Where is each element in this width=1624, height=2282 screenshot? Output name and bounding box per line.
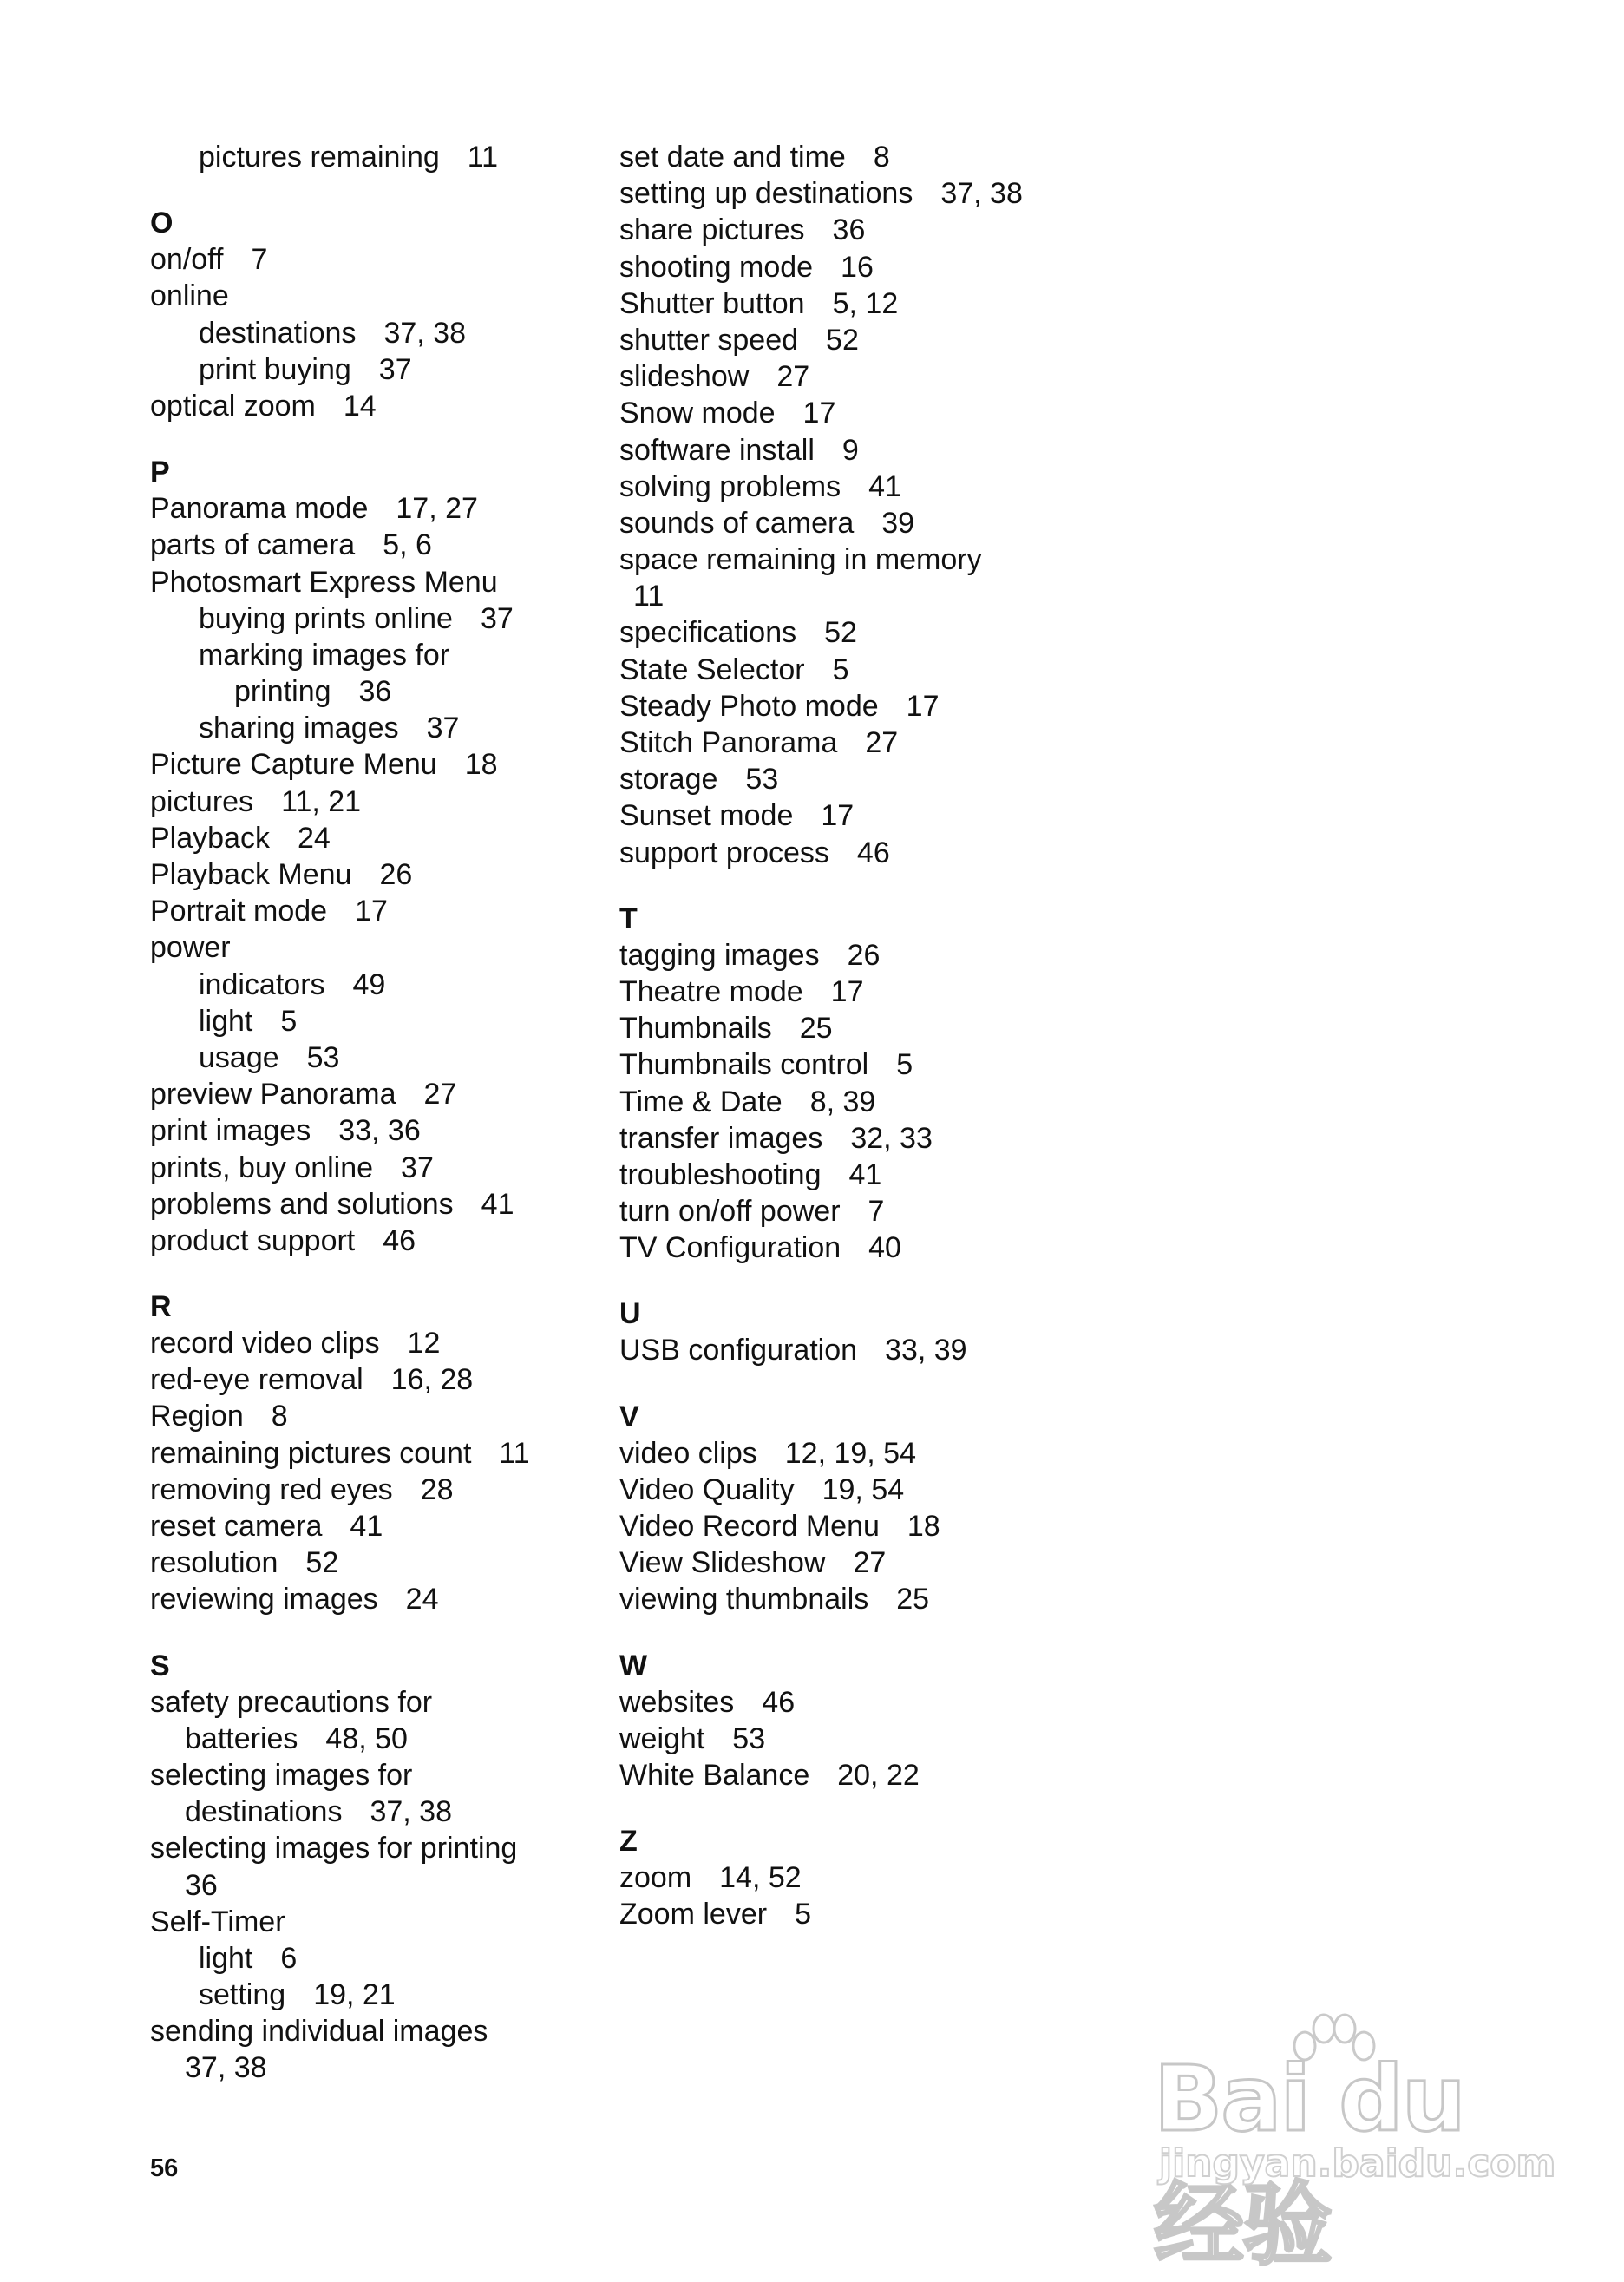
index-page-refs: 5 bbox=[832, 652, 849, 686]
index-entry bbox=[150, 710, 601, 746]
index-page-refs: 41 bbox=[350, 1510, 383, 1543]
index-section-letter: Z bbox=[619, 1825, 638, 1859]
index-term: websites bbox=[619, 1685, 735, 1719]
index-page-refs: 53 bbox=[745, 763, 779, 797]
index-entry bbox=[619, 937, 1157, 974]
index-term: resolution bbox=[150, 1546, 278, 1580]
index-entry bbox=[150, 1830, 601, 1866]
index-entry bbox=[150, 1223, 601, 1259]
index-entry bbox=[150, 527, 601, 563]
index-entry bbox=[150, 1398, 601, 1434]
index-term: support process bbox=[619, 836, 829, 869]
index-page-refs: 32, 33 bbox=[850, 1121, 933, 1155]
index-entry bbox=[619, 175, 1157, 212]
index-term: safety precautions for bbox=[150, 1685, 433, 1719]
index-entry bbox=[150, 1472, 601, 1508]
index-entry bbox=[619, 1721, 1157, 1757]
index-entry bbox=[619, 578, 1157, 614]
index-term: removing red eyes bbox=[150, 1472, 393, 1506]
index-term: Self-Timer bbox=[150, 1905, 285, 1938]
index-entry bbox=[150, 1150, 601, 1186]
index-entry bbox=[619, 322, 1157, 358]
index-term: pictures remaining bbox=[199, 141, 440, 174]
index-page-refs: 14 bbox=[343, 389, 377, 423]
index-term: View Slideshow bbox=[619, 1546, 826, 1580]
index-entry bbox=[619, 1896, 1157, 1932]
index-term: turn on/off power bbox=[619, 1195, 841, 1229]
index-page-refs: 17 bbox=[906, 689, 940, 723]
index-entry bbox=[150, 241, 601, 278]
index-entry bbox=[150, 820, 601, 856]
index-entry bbox=[619, 1435, 1157, 1472]
index-term: zoom bbox=[619, 1861, 692, 1895]
index-entry bbox=[619, 688, 1157, 725]
index-entry bbox=[150, 1076, 601, 1112]
index-page-refs: 16 bbox=[841, 250, 874, 284]
index-term: pictures bbox=[150, 784, 254, 818]
index-entry bbox=[150, 1186, 601, 1223]
index-term: Photosmart Express Menu bbox=[150, 565, 498, 599]
index-term: Time & Date bbox=[619, 1085, 783, 1118]
index-entry bbox=[619, 1157, 1157, 1193]
index-term: Playback Menu bbox=[150, 858, 352, 891]
index-term: problems and solutions bbox=[150, 1187, 454, 1221]
index-entry bbox=[150, 564, 601, 600]
index-entry bbox=[150, 1867, 601, 1904]
index-entry bbox=[619, 1230, 1157, 1266]
index-page-refs: 7 bbox=[868, 1195, 885, 1229]
index-entry bbox=[619, 1084, 1157, 1120]
index-entry bbox=[150, 637, 601, 673]
index-entry bbox=[619, 1757, 1157, 1793]
index-term: setting bbox=[199, 1978, 286, 2012]
index-page-refs: 52 bbox=[824, 616, 857, 650]
index-term: State Selector bbox=[619, 652, 805, 686]
index-page-refs: 46 bbox=[856, 836, 890, 869]
index-entry bbox=[619, 1472, 1157, 1508]
index-page-refs: 20, 22 bbox=[837, 1758, 920, 1792]
index-entry bbox=[619, 614, 1157, 651]
index-page-refs: 27 bbox=[776, 360, 810, 394]
index-term: online bbox=[150, 279, 229, 313]
index-page-refs: 48, 50 bbox=[325, 1721, 408, 1755]
index-entry bbox=[150, 1003, 601, 1039]
index-entry bbox=[150, 2049, 601, 2086]
index-term: viewing thumbnails bbox=[619, 1583, 869, 1616]
index-term: Thumbnails bbox=[619, 1012, 772, 1046]
index-entry bbox=[150, 1325, 601, 1361]
index-term: selecting images for bbox=[150, 1758, 413, 1792]
index-term: power bbox=[150, 931, 231, 965]
index-page-refs: 27 bbox=[423, 1078, 457, 1111]
index-page-refs: 37, 38 bbox=[370, 1795, 452, 1829]
index-entry bbox=[150, 1508, 601, 1544]
index-page-refs: 46 bbox=[762, 1685, 796, 1719]
index-page-refs: 7 bbox=[251, 243, 268, 277]
index-page-refs: 17 bbox=[830, 974, 864, 1008]
index-page-refs: 25 bbox=[896, 1583, 930, 1616]
index-page-refs: 24 bbox=[405, 1583, 439, 1616]
index-entry bbox=[150, 315, 601, 351]
index-term: product support bbox=[150, 1223, 356, 1257]
index-page-refs: 17 bbox=[802, 397, 836, 430]
index-term: remaining pictures count bbox=[150, 1436, 472, 1470]
index-entry bbox=[619, 974, 1157, 1010]
index-entry bbox=[150, 673, 601, 710]
index-term: solving problems bbox=[619, 469, 841, 503]
index-term: sharing images bbox=[199, 711, 399, 745]
index-column-left bbox=[150, 139, 601, 2087]
index-section-letter: O bbox=[150, 207, 174, 240]
index-term: software install bbox=[619, 433, 815, 467]
index-page-refs: 52 bbox=[826, 323, 859, 357]
index-term: White Balance bbox=[619, 1758, 810, 1792]
index-entry bbox=[619, 395, 1157, 431]
index-entry bbox=[150, 351, 601, 388]
index-page-refs: 40 bbox=[868, 1231, 901, 1265]
index-entry bbox=[619, 652, 1157, 688]
index-entry bbox=[150, 1112, 601, 1149]
index-term: reset camera bbox=[150, 1510, 323, 1543]
index-term: Picture Capture Menu bbox=[150, 748, 437, 782]
index-entry bbox=[619, 835, 1157, 871]
index-entry bbox=[150, 1904, 601, 1940]
index-entry bbox=[619, 1544, 1157, 1581]
index-page-refs: 16, 28 bbox=[390, 1363, 474, 1397]
index-entry bbox=[150, 1544, 601, 1581]
index-term: printing bbox=[234, 675, 331, 709]
index-entry bbox=[619, 1046, 1157, 1083]
index-page-refs: 8 bbox=[271, 1400, 288, 1433]
index-term: storage bbox=[619, 763, 718, 797]
index-term: slideshow bbox=[619, 360, 750, 394]
index-entry bbox=[150, 929, 601, 966]
index-term: Portrait mode bbox=[150, 895, 328, 928]
index-entry bbox=[150, 1757, 601, 1793]
index-entry bbox=[150, 967, 601, 1003]
index-term: light bbox=[199, 1941, 253, 1975]
index-term: print buying bbox=[199, 352, 351, 386]
index-page-refs: 17 bbox=[821, 799, 855, 833]
index-entry bbox=[619, 212, 1157, 248]
index-term: on/off bbox=[150, 243, 224, 277]
index-page-refs: 41 bbox=[868, 469, 901, 503]
index-entry bbox=[150, 1977, 601, 2013]
index-page-refs: 41 bbox=[481, 1187, 514, 1221]
index-term: buying prints online bbox=[199, 601, 453, 635]
index-entry bbox=[150, 2013, 601, 2049]
index-term: space remaining in memory bbox=[619, 543, 982, 577]
index-section-letter: P bbox=[150, 456, 170, 489]
index-page-refs: 37, 38 bbox=[940, 177, 1023, 211]
index-page-refs: 53 bbox=[732, 1721, 766, 1755]
index-term: USB configuration bbox=[619, 1334, 858, 1367]
index-page-refs: 17, 27 bbox=[396, 492, 478, 526]
index-page-refs: 6 bbox=[280, 1941, 298, 1975]
index-term: parts of camera bbox=[150, 528, 356, 562]
index-entry bbox=[619, 285, 1157, 322]
index-entry bbox=[619, 1332, 1157, 1368]
index-entry bbox=[150, 139, 601, 175]
index-term: destinations bbox=[199, 316, 357, 350]
index-entry bbox=[150, 856, 601, 893]
index-page-refs: 18 bbox=[464, 748, 498, 782]
index-term: indicators bbox=[199, 967, 325, 1001]
index-term: Playback bbox=[150, 821, 270, 855]
index-entry bbox=[619, 725, 1157, 761]
index-term: 37, 38 bbox=[185, 2051, 267, 2085]
index-term: Stitch Panorama bbox=[619, 726, 838, 759]
index-page-refs: 9 bbox=[841, 433, 859, 467]
index-term: destinations bbox=[185, 1795, 343, 1829]
index-term: tagging images bbox=[619, 938, 820, 972]
index-section-letter: R bbox=[150, 1290, 172, 1324]
index-term: shooting mode bbox=[619, 250, 814, 284]
index-column-right bbox=[619, 139, 1157, 1933]
index-term: shutter speed bbox=[619, 323, 799, 357]
index-page-refs: 11 bbox=[467, 141, 499, 174]
index-term: weight bbox=[619, 1721, 705, 1755]
index-page-refs: 5 bbox=[795, 1898, 811, 1931]
index-page-refs: 12 bbox=[407, 1327, 441, 1361]
index-term: troubleshooting bbox=[619, 1157, 822, 1191]
index-term: Video Record Menu bbox=[619, 1510, 880, 1543]
index-term: specifications bbox=[619, 616, 797, 650]
index-page-refs: 5, 12 bbox=[832, 286, 899, 320]
index-page-refs: 37 bbox=[401, 1151, 434, 1184]
index-page-refs: 39 bbox=[881, 506, 915, 540]
index-entry bbox=[619, 761, 1157, 797]
index-entry bbox=[150, 1684, 601, 1721]
watermark-url: jingyan.baidu.com bbox=[1159, 2141, 1556, 2186]
index-page-refs: 52 bbox=[305, 1546, 339, 1580]
index-entry bbox=[150, 1361, 601, 1398]
index-page-refs: 27 bbox=[853, 1546, 887, 1580]
index-page-refs: 53 bbox=[306, 1040, 340, 1074]
index-term: prints, buy online bbox=[150, 1151, 374, 1184]
index-term: Region bbox=[150, 1400, 244, 1433]
index-page-refs: 14, 52 bbox=[719, 1861, 802, 1895]
index-section-letter: V bbox=[619, 1400, 639, 1433]
index-term: selecting images for printing bbox=[150, 1832, 518, 1866]
index-term: 36 bbox=[185, 1868, 218, 1902]
index-term: Panorama mode bbox=[150, 492, 369, 526]
index-entry bbox=[150, 1721, 601, 1757]
index-term: marking images for bbox=[199, 638, 450, 672]
index-entry bbox=[150, 278, 601, 314]
index-term: record video clips bbox=[150, 1327, 380, 1361]
index-entry bbox=[150, 1581, 601, 1617]
index-term: TV Configuration bbox=[619, 1231, 841, 1265]
index-term: Theatre mode bbox=[619, 974, 803, 1008]
index-term: video clips bbox=[619, 1436, 757, 1470]
index-entry bbox=[150, 1793, 601, 1830]
index-page-refs: 8 bbox=[873, 141, 890, 174]
index-page-refs: 11 bbox=[499, 1436, 530, 1470]
index-page-refs: 19, 21 bbox=[313, 1978, 396, 2012]
index-entry bbox=[619, 1859, 1157, 1896]
index-term: red-eye removal bbox=[150, 1363, 363, 1397]
index-term: batteries bbox=[185, 1721, 298, 1755]
index-term: Shutter button bbox=[619, 286, 805, 320]
index-entry bbox=[150, 490, 601, 527]
index-page-refs: 27 bbox=[865, 726, 899, 759]
index-term: print images bbox=[150, 1114, 311, 1148]
page-number: 56 bbox=[150, 2154, 179, 2182]
index-entry bbox=[150, 1435, 601, 1472]
index-page-refs: 46 bbox=[383, 1223, 416, 1257]
index-term: transfer images bbox=[619, 1121, 823, 1155]
index-page-refs: 26 bbox=[379, 858, 413, 891]
index-term: Video Quality bbox=[619, 1472, 795, 1506]
index-entry bbox=[619, 358, 1157, 395]
index-entry bbox=[619, 505, 1157, 541]
index-entry bbox=[150, 600, 601, 637]
index-term: optical zoom bbox=[150, 389, 316, 423]
index-term: light bbox=[199, 1004, 253, 1038]
index-page-refs: 26 bbox=[847, 938, 881, 972]
watermark-logo-text: Bai du 经验 bbox=[1154, 2046, 1464, 2278]
index-term: Steady Photo mode bbox=[619, 689, 879, 723]
index-page-refs: 5 bbox=[896, 1048, 914, 1082]
index-term: sounds of camera bbox=[619, 506, 855, 540]
index-term: share pictures bbox=[619, 213, 805, 247]
index-page-refs: 36 bbox=[832, 213, 866, 247]
index-term: setting up destinations bbox=[619, 177, 914, 211]
index-term: set date and time bbox=[619, 141, 846, 174]
index-page-refs: 5 bbox=[280, 1004, 298, 1038]
index-section-letter: S bbox=[150, 1649, 170, 1682]
index-entry bbox=[150, 388, 601, 424]
index-page-refs: 24 bbox=[297, 821, 331, 855]
index-page-refs: 17 bbox=[355, 895, 388, 928]
index-term: 11 bbox=[633, 580, 665, 613]
index-page-refs: 33, 39 bbox=[885, 1334, 967, 1367]
index-section-letter: W bbox=[619, 1649, 648, 1682]
index-page-refs: 37 bbox=[480, 601, 514, 635]
index-entry bbox=[150, 784, 601, 820]
index-term: Thumbnails control bbox=[619, 1048, 869, 1082]
index-page-refs: 8, 39 bbox=[809, 1085, 876, 1118]
index-term: Zoom lever bbox=[619, 1898, 768, 1931]
index-entry bbox=[619, 1581, 1157, 1617]
index-section-letter: T bbox=[619, 902, 638, 935]
index-page-refs: 19, 54 bbox=[822, 1472, 905, 1506]
index-entry bbox=[619, 432, 1157, 469]
index-page-refs: 25 bbox=[799, 1012, 833, 1046]
index-page-refs: 37 bbox=[378, 352, 412, 386]
index-entry bbox=[619, 1508, 1157, 1544]
baidu-jingyan-watermark bbox=[1154, 2011, 1562, 2278]
index-page-refs: 12, 19, 54 bbox=[784, 1436, 916, 1470]
index-entry bbox=[619, 1010, 1157, 1046]
index-entry bbox=[619, 1193, 1157, 1230]
index-term: reviewing images bbox=[150, 1583, 378, 1616]
index-entry bbox=[619, 1120, 1157, 1157]
index-term: usage bbox=[199, 1040, 279, 1074]
index-page-refs: 36 bbox=[358, 675, 392, 709]
index-entry bbox=[150, 1039, 601, 1076]
index-entry bbox=[619, 469, 1157, 505]
index-entry bbox=[150, 746, 601, 783]
index-page-refs: 11, 21 bbox=[281, 784, 362, 818]
index-entry bbox=[150, 893, 601, 929]
index-entry bbox=[619, 139, 1157, 175]
index-entry bbox=[619, 1684, 1157, 1721]
index-entry bbox=[619, 249, 1157, 285]
index-term: preview Panorama bbox=[150, 1078, 396, 1111]
index-section-letter: U bbox=[619, 1297, 641, 1331]
index-entry bbox=[150, 1940, 601, 1977]
index-entry bbox=[619, 541, 1157, 578]
index-page-refs: 28 bbox=[420, 1472, 454, 1506]
index-page-refs: 37, 38 bbox=[383, 316, 466, 350]
index-term: Sunset mode bbox=[619, 799, 794, 833]
index-page-refs: 5, 6 bbox=[383, 528, 432, 562]
index-term: sending individual images bbox=[150, 2015, 488, 2049]
index-page-refs: 37 bbox=[426, 711, 460, 745]
index-page-refs: 41 bbox=[848, 1157, 882, 1191]
index-page-refs: 33, 36 bbox=[338, 1114, 421, 1148]
index-page-refs: 49 bbox=[352, 967, 386, 1001]
index-page-refs: 18 bbox=[907, 1510, 940, 1543]
index-entry bbox=[619, 797, 1157, 834]
index-term: Snow mode bbox=[619, 397, 776, 430]
